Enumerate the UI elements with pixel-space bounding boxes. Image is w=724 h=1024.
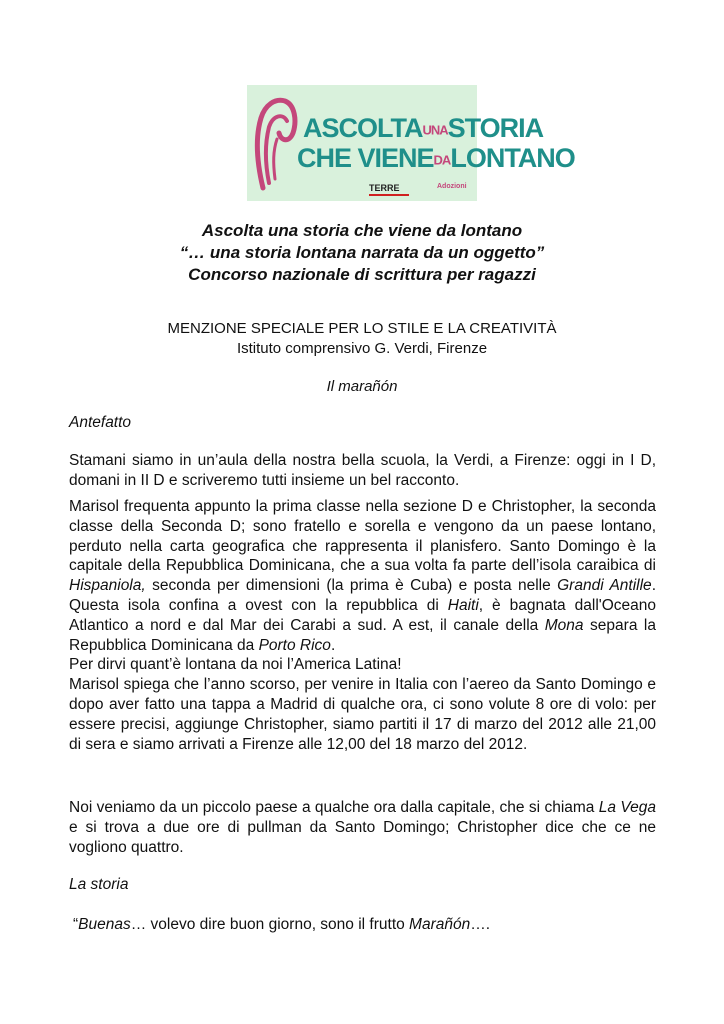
award-name: MENZIONE SPECIALE PER LO STILE E LA CREATIVITÀ — [167, 320, 557, 337]
section-heading-antefatto: Antefatto — [69, 414, 132, 431]
paragraph-journey: Marisol spiega che l’anno scorso, per venire in Italia con l’aereo da Santo Domingo e dopo aver fatto una tappa a Madrid di qualche ora, ci sono volute 8 ore di volo: per essere precisi, aggiunge Christopher, siamo partiti il 17 di marzo del 2012 alle 21,00 di sera e siamo arrivati a Firenze alle 12,00 del 18 marzo del 2012. — [69, 676, 656, 753]
contest-title: Ascolta una storia che viene da lontano — [201, 221, 523, 240]
hand-ear-icon — [253, 93, 299, 193]
paragraph-background: Marisol frequenta appunto la prima classe nella sezione D e Christopher, la seconda classe della Seconda D; sono fratello e sorella e vengono da un paese lontano, perduto nella carta geografica che rappresenta il planisfero. Santo Domingo è la capitale della Repubblica Dominicana, che a sua volta fa parte dell’isola caraibica di Hispaniola, seconda per dimensioni (la prima è Cuba) e posta nelle Grandi Antille. Questa isola confina a ovest con la repubblica di Haiti, è bagnata dall'Oceano Atlantico a nord e dal Mar dei Carabi a sud. A est, il canale della Mona separa la Repubblica Dominicana da Porto Rico. Per dirvi quant’è lontana da noi l’America Latina! Marisol spiega che l’anno scorso, per venire in Italia con l’aereo da Santo Domingo e dopo aver fatto una tappa a Madrid di qualche ora, ci sono volute 8 ore di volo: per essere precisi, aggiunge Christopher, siamo partiti il 17 di marzo del 2012 alle 21,00 di sera e siamo arrivati a Firenze alle 12,00 del 18 marzo del 2012. — [69, 498, 657, 753]
school-name: Istituto comprensivo G. Verdi, Firenze — [236, 340, 488, 357]
paragraph-hometown: Noi veniamo da un piccolo paese a qualche ora dalla capitale, che si chiama La Vega e si trova a due ore di pullman da Santo Domingo; Christopher dice che ce ne vogliono quattro. — [69, 799, 657, 856]
logo-line-2: CHE VIENEDALONTANO — [297, 143, 575, 173]
paragraph-intro: Stamani siamo in un’aula della nostra bella scuola, la Verdi, a Firenze: oggi in I D, domani in II D e scriveremo tutti insieme un bel racconto. — [69, 452, 656, 489]
sponsor-underline — [369, 194, 409, 196]
sponsor-logo-terre: TERRE — [369, 183, 400, 193]
section-heading-la-storia: La storia — [69, 876, 129, 893]
logo-line-1: ASCOLTAUNASTORIA — [303, 113, 544, 143]
contest-subtitle: “… una storia lontana narrata da un oggetto” — [179, 243, 545, 262]
story-title: Il marañón — [326, 378, 398, 395]
paragraph-story-opening: “Buenas… volevo dire buon giorno, sono il frutto Marañón…. — [73, 916, 491, 933]
paragraph-exclamation: Per dirvi quant’è lontana da noi l’America Latina! — [69, 656, 402, 674]
contest-description: Concorso nazionale di scrittura per ragazzi — [188, 265, 536, 284]
sponsor-logo-adozioni: Adozioni — [437, 183, 467, 190]
contest-logo — [247, 85, 575, 201]
